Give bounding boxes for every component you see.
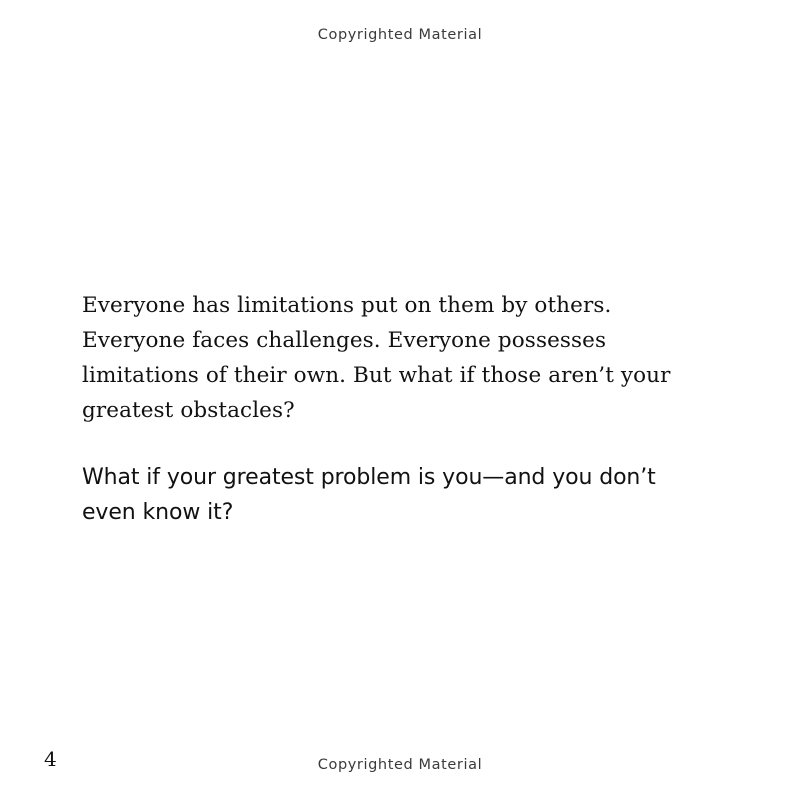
page-body (82, 288, 700, 530)
copyright-watermark-top: Copyrighted Material (317, 27, 483, 43)
copyright-watermark-bottom: Copyrighted Material (317, 757, 483, 773)
body-paragraph-1: Everyone has limitations put on them by others. Everyone faces challenges. Everyone possesses limitations of their own. But what if those aren’t your greatest obstacles? (82, 293, 671, 423)
page-number: 4 (44, 747, 57, 771)
body-paragraph-2: What if your greatest problem is you—and you don’t even know it? (82, 465, 656, 525)
